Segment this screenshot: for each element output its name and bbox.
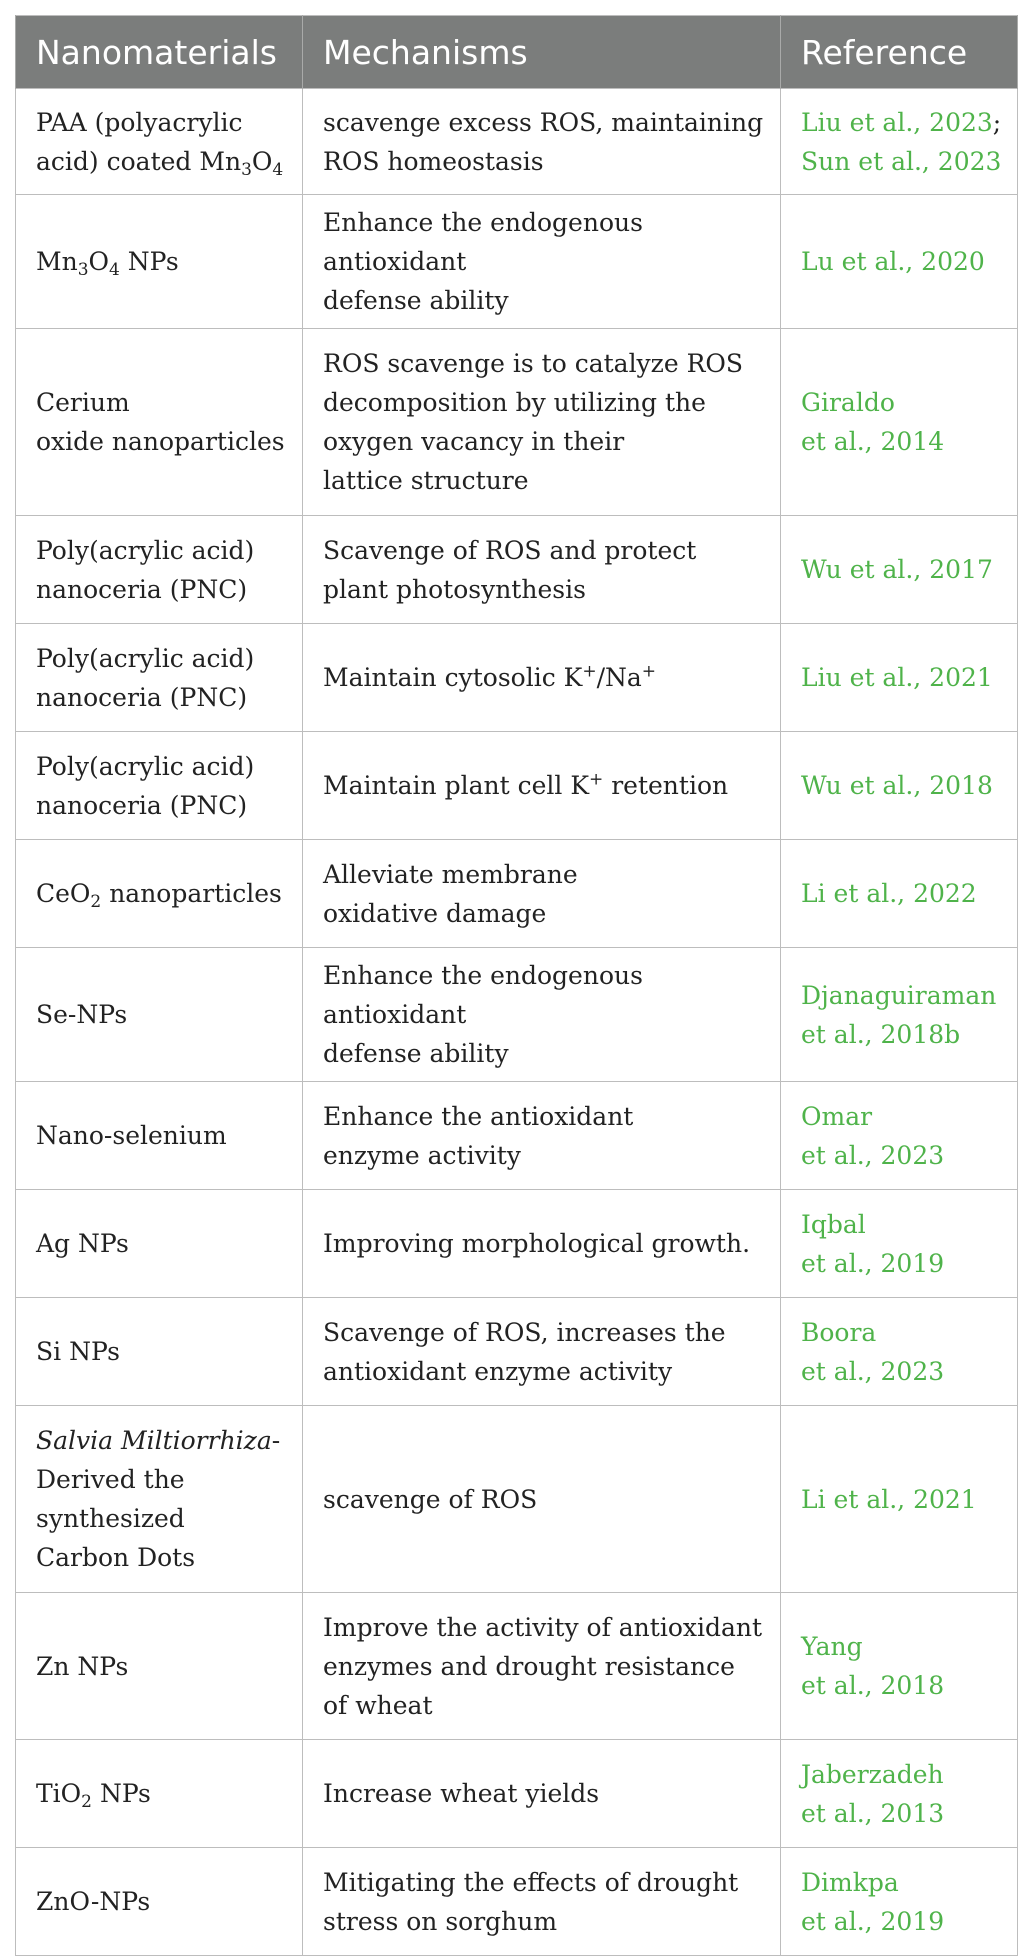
cell-text: Mitigating the effects of drought: [323, 1867, 739, 1897]
mechanism-cell: [303, 329, 781, 516]
reference-link[interactable]: Sun et al., 2023: [801, 146, 1002, 176]
reference-link[interactable]: et al., 2013: [801, 1798, 945, 1828]
reference-link[interactable]: Dimkpa: [801, 1867, 899, 1897]
cell-text: Enhance the antioxidant: [323, 1101, 634, 1131]
cell-text: Salvia Miltiorrhiza-: [36, 1426, 281, 1455]
reference-link[interactable]: Liu et al., 2021: [801, 663, 993, 692]
cell-text: defense ability: [323, 286, 509, 315]
reference-link[interactable]: Li et al., 2021: [801, 1484, 977, 1514]
cell-text: decomposition by utilizing the: [323, 388, 706, 417]
cell-text: Poly(acrylic acid): [36, 535, 255, 565]
header-nanomaterials: Nanomaterials: [16, 16, 303, 89]
table-row: [16, 329, 1018, 516]
nanomaterial-cell: [16, 516, 303, 624]
reference-link[interactable]: Jaberzadeh: [801, 1759, 944, 1789]
reference-link[interactable]: Djanaguiraman: [801, 980, 997, 1010]
nanomaterial-cell: TiO$_2$ NPs: [16, 1740, 303, 1848]
cell-text: Scavenge of ROS, increases the: [323, 1317, 726, 1347]
nanomaterial-cell: CeO$_2$ nanoparticles: [16, 840, 303, 948]
mechanism-cell: Maintain plant cell K+ retention: [303, 732, 781, 840]
table-row: [16, 1082, 1018, 1190]
table-row: [16, 516, 1018, 624]
cell-text: lattice structure: [323, 466, 529, 495]
mechanism-cell: [303, 948, 781, 1082]
table-row: [16, 840, 1018, 948]
mechanism-cell: [303, 1593, 781, 1740]
cell-text: acid) coated $Mn_3O_4$: [36, 146, 284, 180]
nanomaterial-cell: [16, 89, 303, 195]
cell-text: PAA (polyacrylic: [36, 107, 243, 137]
cell-text: enzyme activity: [323, 1140, 521, 1170]
cell-text: Carbon Dots: [36, 1543, 196, 1572]
table-row: [16, 1848, 1018, 1956]
reference-link[interactable]: Wu et al., 2018: [801, 771, 993, 800]
cell-text: nanoceria (PNC): [36, 682, 248, 712]
cell-text: Cerium: [36, 388, 130, 417]
reference-link[interactable]: et al., 2019: [801, 1248, 945, 1278]
reference-cell: [781, 1593, 1018, 1740]
reference-link[interactable]: et al., 2014: [801, 427, 945, 456]
header-mechanisms: Mechanisms: [303, 16, 781, 89]
mechanism-cell: Improving morphological growth.: [303, 1190, 781, 1298]
reference-link[interactable]: et al., 2023: [801, 1356, 945, 1386]
header-reference: Reference: [781, 16, 1018, 89]
cell-text: oxidative damage: [323, 898, 547, 928]
cell-text: Scavenge of ROS and protect: [323, 535, 697, 565]
reference-link[interactable]: Li et al., 2022: [801, 879, 977, 908]
cell-text: antioxidant enzyme activity: [323, 1356, 673, 1386]
cell-text: Derived the: [36, 1465, 185, 1494]
reference-cell: [781, 1190, 1018, 1298]
table-header: [16, 16, 1018, 89]
cell-text: Improve the activity of antioxidant: [323, 1612, 763, 1642]
table-row: [16, 195, 1018, 329]
nanomaterial-cell: Nano-selenium: [16, 1082, 303, 1190]
reference-link[interactable]: Boora: [801, 1317, 877, 1347]
reference-cell: [781, 516, 1018, 624]
cell-text: synthesized: [36, 1504, 185, 1533]
reference-link[interactable]: Wu et al., 2017: [801, 555, 993, 584]
reference-link[interactable]: Lu et al., 2020: [801, 247, 985, 276]
mechanism-cell: [303, 195, 781, 329]
cell-text: Alleviate membrane: [323, 859, 578, 889]
reference-cell: [781, 195, 1018, 329]
reference-cell: [781, 1298, 1018, 1406]
table-row: [16, 1190, 1018, 1298]
reference-link[interactable]: et al., 2018: [801, 1671, 945, 1700]
reference-cell: [781, 624, 1018, 732]
cell-text: stress on sorghum: [323, 1906, 558, 1936]
nanomaterial-cell: [16, 329, 303, 516]
mechanism-cell: [303, 840, 781, 948]
cell-text: Enhance the endogenous antioxidant: [323, 208, 643, 276]
nanomaterial-cell: Zn NPs: [16, 1593, 303, 1740]
table-row: [16, 624, 1018, 732]
reference-cell: [781, 948, 1018, 1082]
cell-text: oxygen vacancy in their: [323, 427, 625, 456]
mechanism-cell: [303, 1298, 781, 1406]
reference-cell: [781, 1406, 1018, 1593]
reference-cell: [781, 89, 1018, 195]
nanomaterial-cell: Ag NPs: [16, 1190, 303, 1298]
nanomaterial-cell: [16, 624, 303, 732]
reference-link[interactable]: et al., 2023: [801, 1140, 945, 1170]
table-row: [16, 732, 1018, 840]
mechanism-cell: [303, 516, 781, 624]
cell-text: Poly(acrylic acid): [36, 643, 255, 673]
cell-text: of wheat: [323, 1690, 433, 1720]
cell-text: ROS scavenge is to catalyze ROS: [323, 349, 744, 378]
nanomaterial-cell: [16, 732, 303, 840]
table-row: [16, 1740, 1018, 1848]
reference-cell: [781, 1848, 1018, 1956]
table-row: [16, 948, 1018, 1082]
mechanism-cell: Maintain cytosolic K+/Na+: [303, 624, 781, 732]
table-row: [16, 1593, 1018, 1740]
cell-text: plant photosynthesis: [323, 574, 586, 604]
cell-text: Poly(acrylic acid): [36, 751, 255, 781]
cell-text: oxide nanoparticles: [36, 427, 285, 456]
reference-link[interactable]: Liu et al., 2023: [801, 107, 993, 137]
cell-text: nanoceria (PNC): [36, 790, 248, 820]
table-row: [16, 1298, 1018, 1406]
table-body: [16, 89, 1018, 1956]
nanomaterial-cell: [16, 1406, 303, 1593]
mechanism-cell: Increase wheat yields: [303, 1740, 781, 1848]
reference-link[interactable]: et al., 2018b: [801, 1019, 961, 1049]
cell-text: defense ability: [323, 1039, 509, 1068]
cell-text: ROS homeostasis: [323, 146, 544, 176]
nanomaterial-cell: ZnO-NPs: [16, 1848, 303, 1956]
nanomaterial-cell: Se-NPs: [16, 948, 303, 1082]
cell-text: Enhance the endogenous antioxidant: [323, 961, 643, 1029]
cell-text: enzymes and drought resistance: [323, 1651, 735, 1681]
reference-link[interactable]: Giraldo: [801, 388, 895, 417]
reference-cell: [781, 840, 1018, 948]
reference-link[interactable]: Yang: [801, 1632, 863, 1661]
reference-cell: [781, 1082, 1018, 1190]
mechanism-cell: [303, 1848, 781, 1956]
cell-text: nanoceria (PNC): [36, 574, 248, 604]
reference-cell: [781, 732, 1018, 840]
reference-cell: [781, 1740, 1018, 1848]
mechanism-cell: scavenge of ROS: [303, 1406, 781, 1593]
nanomaterials-table: [15, 15, 1018, 1956]
header-row: [16, 16, 1018, 89]
nanomaterial-cell: Si NPs: [16, 1298, 303, 1406]
mechanism-cell: [303, 89, 781, 195]
reference-link[interactable]: Iqbal: [801, 1209, 866, 1239]
mechanism-cell: [303, 1082, 781, 1190]
table-row: [16, 89, 1018, 195]
table-row: [16, 1406, 1018, 1593]
reference-line: Liu et al., 2023;: [801, 107, 1002, 137]
table-container: [15, 15, 1017, 1956]
reference-cell[interactable]: [781, 329, 1018, 516]
reference-link[interactable]: et al., 2019: [801, 1906, 945, 1936]
reference-link[interactable]: Omar: [801, 1101, 873, 1131]
nanomaterial-cell: $Mn_3O_4$ NPs: [16, 195, 303, 329]
cell-text: scavenge excess ROS, maintaining: [323, 107, 764, 137]
